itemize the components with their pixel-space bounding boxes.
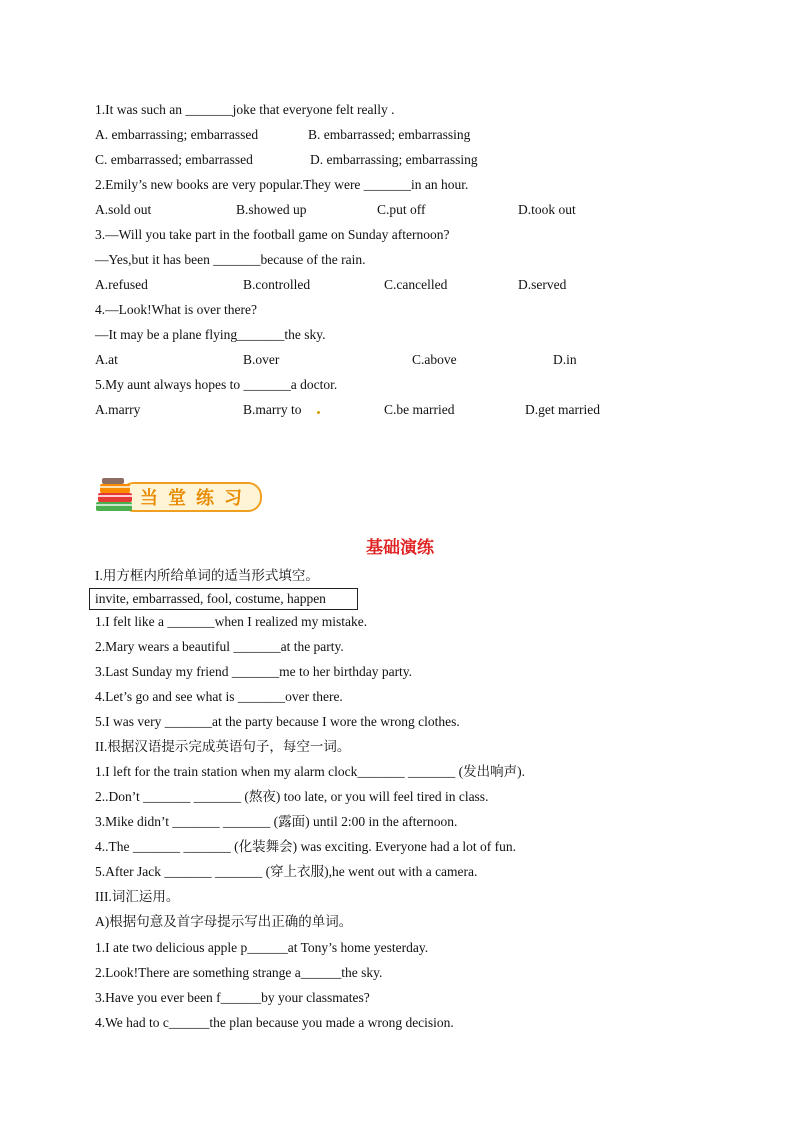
q3-option-a: A.refused [95, 277, 148, 292]
q2-option-d: D.took out [518, 202, 576, 217]
word-box: invite, embarrassed, fool, costume, happen [89, 588, 358, 610]
part3-heading: III.词汇运用。 [95, 889, 180, 904]
part1-item-5: 5.I was very _______at the party because I wore the wrong clothes. [95, 714, 460, 729]
q5-option-b: B.marry to [243, 402, 302, 417]
part2-item-5: 5.After Jack _______ _______ (穿上衣服),he went out with a camera. [95, 864, 478, 879]
part3-item-1: 1.I ate two delicious apple p______at Tony’s home yesterday. [95, 940, 429, 955]
question-4: 4.—Look!What is over there? [95, 302, 257, 317]
question-3: 3.—Will you take part in the football game on Sunday afternoon? [95, 227, 450, 242]
q3-option-c: C.cancelled [384, 277, 448, 292]
part3-subheading: A)根据句意及首字母提示写出正确的单词。 [95, 914, 353, 929]
part3-item-3: 3.Have you ever been f______by your classmates? [95, 990, 370, 1005]
q4-option-d: D.in [553, 352, 577, 367]
question-2: 2.Emily’s new books are very popular.They were _______in an hour. [95, 177, 469, 192]
q1-option-b: B. embarrassed; embarrassing [308, 127, 471, 142]
question-5: 5.My aunt always hopes to _______a doctor. [95, 377, 338, 392]
q4-option-a: A.at [95, 352, 118, 367]
banner-label: 当堂练习 [140, 488, 252, 509]
q1-option-c: C. embarrassed; embarrassed [95, 152, 253, 167]
q2-option-b: B.showed up [236, 202, 307, 217]
part2-item-4: 4..The _______ _______ (化装舞会) was exciting. Everyone had a lot of fun. [95, 839, 517, 854]
question-1: 1.It was such an _______joke that everyone felt really . [95, 102, 395, 117]
part2-item-1: 1.I left for the train station when my alarm clock_______ _______ (发出响声). [95, 764, 526, 779]
q5-option-d: D.get married [525, 402, 600, 417]
part3-item-2: 2.Look!There are something strange a______the sky. [95, 965, 383, 980]
q2-option-a: A.sold out [95, 202, 152, 217]
books-icon [92, 474, 142, 520]
stray-dot [317, 411, 320, 414]
part1-item-2: 2.Mary wears a beautiful _______at the party. [95, 639, 344, 654]
part1-item-1: 1.I felt like a _______when I realized my mistake. [95, 614, 368, 629]
part1-heading: I.用方框内所给单词的适当形式填空。 [95, 568, 319, 583]
part2-heading: II.根据汉语提示完成英语句子，每空一词。 [95, 739, 351, 754]
part2-item-2: 2..Don’t _______ _______ (熬夜) too late, or you will feel tired in class. [95, 789, 489, 804]
section-title: 基础演练 [366, 538, 434, 558]
part2-item-3: 3.Mike didn’t _______ _______ (露面) until 2:00 in the afternoon. [95, 814, 458, 829]
q1-option-a: A. embarrassing; embarrassed [95, 127, 259, 142]
q3-option-d: D.served [518, 277, 567, 292]
question-4-reply: —It may be a plane flying_______the sky. [95, 327, 326, 342]
q4-option-b: B.over [243, 352, 280, 367]
class-practice-banner [92, 474, 262, 520]
q4-option-c: C.above [412, 352, 457, 367]
part1-item-4: 4.Let’s go and see what is _______over there. [95, 689, 343, 704]
q5-option-a: A.marry [95, 402, 141, 417]
q1-option-d: D. embarrassing; embarrassing [310, 152, 478, 167]
q3-option-b: B.controlled [243, 277, 311, 292]
q2-option-c: C.put off [377, 202, 426, 217]
part1-item-3: 3.Last Sunday my friend _______me to her birthday party. [95, 664, 413, 679]
question-3-reply: —Yes,but it has been _______because of the rain. [95, 252, 366, 267]
q5-option-c: C.be married [384, 402, 455, 417]
part3-item-4: 4.We had to c______the plan because you made a wrong decision. [95, 1015, 454, 1030]
